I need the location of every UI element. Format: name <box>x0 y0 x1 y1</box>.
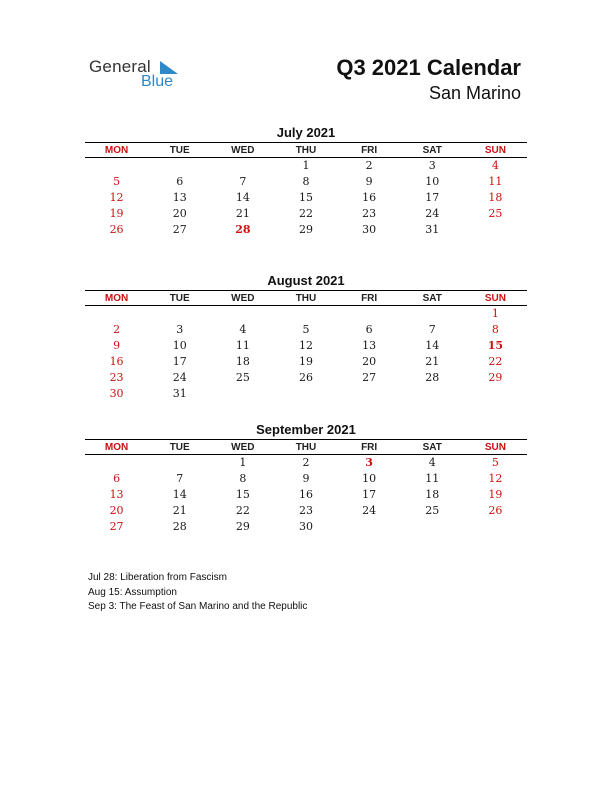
day-cell: 6 <box>176 175 184 188</box>
month-calendar-september <box>85 421 527 535</box>
logo-general-text: General <box>89 57 151 76</box>
day-cell: 27 <box>172 223 187 236</box>
weekday-header: TUE <box>169 145 190 156</box>
day-cell: 16 <box>109 355 124 368</box>
day-cell: 19 <box>488 488 503 501</box>
month-title: August 2021 <box>267 273 345 288</box>
page-title: Q3 2021 Calendar <box>336 55 521 80</box>
weekday-header: SUN <box>484 293 506 304</box>
generalblue-logo <box>89 57 189 95</box>
day-cell: 7 <box>176 472 184 485</box>
day-cell: 20 <box>362 355 377 368</box>
day-cell: 26 <box>488 504 503 517</box>
weekday-header: SUN <box>484 145 506 156</box>
day-cell: 23 <box>298 504 313 517</box>
day-cell: 25 <box>425 504 440 517</box>
day-cell: 11 <box>235 339 250 352</box>
weekday-header: MON <box>104 293 129 304</box>
day-cell: 6 <box>365 323 373 336</box>
day-cell: 8 <box>302 175 310 188</box>
weekday-header: THU <box>295 442 317 453</box>
day-cell: 22 <box>235 504 250 517</box>
day-cell: 18 <box>488 191 503 204</box>
day-cell: 3 <box>428 159 436 172</box>
weekday-header: SAT <box>422 442 442 453</box>
day-cell: 30 <box>109 387 124 400</box>
holiday-day-cell: 3 <box>365 456 373 469</box>
weekday-header: MON <box>104 442 129 453</box>
day-cell: 17 <box>172 355 187 368</box>
day-cell: 16 <box>362 191 377 204</box>
day-cell: 12 <box>109 191 124 204</box>
day-cell: 20 <box>172 207 187 220</box>
day-cell: 3 <box>176 323 184 336</box>
day-cell: 9 <box>302 472 310 485</box>
day-cell: 2 <box>302 456 310 469</box>
logo-blue-text: Blue <box>141 73 174 90</box>
day-cell: 13 <box>172 191 187 204</box>
day-cell: 31 <box>425 223 440 236</box>
weekday-header: WED <box>231 442 255 453</box>
weekday-header: MON <box>104 145 129 156</box>
month-title: September 2021 <box>256 422 356 437</box>
day-cell: 9 <box>365 175 373 188</box>
day-cell: 1 <box>491 307 499 320</box>
day-cell: 25 <box>488 207 503 220</box>
day-cell: 21 <box>172 504 187 517</box>
holiday-item: Jul 28: Liberation from Fascism <box>88 572 227 583</box>
day-cell: 26 <box>109 223 124 236</box>
holiday-day-cell: 15 <box>487 339 504 352</box>
weekday-header: THU <box>295 145 317 156</box>
day-cell: 29 <box>298 223 313 236</box>
weekday-header: SUN <box>484 442 506 453</box>
weekday-header-row <box>85 439 527 455</box>
month-calendar-august <box>85 272 527 402</box>
day-cell: 12 <box>488 472 503 485</box>
day-cell: 25 <box>235 371 250 384</box>
day-cell: 1 <box>302 159 310 172</box>
day-cell: 5 <box>491 456 499 469</box>
holiday-list <box>88 571 307 615</box>
day-cell: 24 <box>425 207 440 220</box>
day-cell: 28 <box>425 371 440 384</box>
day-cell: 13 <box>109 488 124 501</box>
weekday-header: WED <box>231 145 255 156</box>
day-cell: 22 <box>488 355 503 368</box>
day-cell: 16 <box>298 488 313 501</box>
weekday-header: TUE <box>169 293 190 304</box>
weekday-header: FRI <box>361 145 378 156</box>
day-cell: 15 <box>298 191 313 204</box>
day-cell: 9 <box>113 339 121 352</box>
weekday-header-row <box>85 290 527 306</box>
weekday-header: THU <box>295 293 317 304</box>
day-cell: 14 <box>172 488 187 501</box>
day-cell: 26 <box>298 371 313 384</box>
day-cell: 13 <box>362 339 377 352</box>
weekday-header: TUE <box>169 442 190 453</box>
month-title: July 2021 <box>276 125 336 140</box>
day-cell: 12 <box>298 339 313 352</box>
day-cell: 11 <box>425 472 440 485</box>
day-cell: 21 <box>235 207 250 220</box>
day-cell: 2 <box>365 159 373 172</box>
day-cell: 7 <box>428 323 436 336</box>
day-cell: 30 <box>362 223 377 236</box>
day-cell: 30 <box>298 520 313 533</box>
weekday-header: WED <box>231 293 255 304</box>
day-cell: 4 <box>428 456 436 469</box>
weekday-header-row <box>85 142 527 158</box>
day-cell: 11 <box>488 175 503 188</box>
day-cell: 8 <box>239 472 247 485</box>
day-cell: 19 <box>109 207 124 220</box>
day-cell: 24 <box>172 371 187 384</box>
day-cell: 18 <box>235 355 250 368</box>
day-cell: 10 <box>172 339 187 352</box>
weekday-header: SAT <box>422 293 442 304</box>
day-cell: 19 <box>298 355 313 368</box>
holiday-day-cell: 28 <box>235 223 251 236</box>
day-cell: 2 <box>113 323 121 336</box>
day-cell: 27 <box>109 520 124 533</box>
day-grid <box>85 158 527 238</box>
month-calendar-july <box>85 124 527 238</box>
day-cell: 29 <box>488 371 503 384</box>
day-cell: 14 <box>235 191 250 204</box>
day-cell: 10 <box>362 472 377 485</box>
day-cell: 27 <box>362 371 377 384</box>
day-grid <box>85 306 527 402</box>
day-cell: 31 <box>172 387 187 400</box>
day-cell: 18 <box>425 488 440 501</box>
day-cell: 4 <box>239 323 247 336</box>
day-cell: 1 <box>239 456 247 469</box>
day-cell: 7 <box>239 175 247 188</box>
day-cell: 8 <box>491 323 499 336</box>
weekday-header: FRI <box>361 442 378 453</box>
day-cell: 28 <box>172 520 187 533</box>
day-grid <box>85 455 527 535</box>
day-cell: 15 <box>235 488 250 501</box>
day-cell: 6 <box>113 472 121 485</box>
day-cell: 22 <box>298 207 313 220</box>
day-cell: 29 <box>235 520 250 533</box>
holiday-item: Sep 3: The Feast of San Marino and the Republic <box>88 601 308 612</box>
day-cell: 5 <box>302 323 310 336</box>
day-cell: 20 <box>109 504 124 517</box>
day-cell: 21 <box>425 355 440 368</box>
weekday-header: FRI <box>361 293 378 304</box>
day-cell: 17 <box>425 191 440 204</box>
day-cell: 24 <box>362 504 377 517</box>
day-cell: 14 <box>425 339 440 352</box>
day-cell: 23 <box>362 207 377 220</box>
holiday-item: Aug 15: Assumption <box>88 586 177 598</box>
day-cell: 5 <box>113 175 121 188</box>
page-subtitle: San Marino <box>428 83 521 103</box>
day-cell: 17 <box>362 488 377 501</box>
day-cell: 4 <box>491 159 499 172</box>
weekday-header: SAT <box>422 145 442 156</box>
day-cell: 10 <box>425 175 440 188</box>
day-cell: 23 <box>109 371 124 384</box>
